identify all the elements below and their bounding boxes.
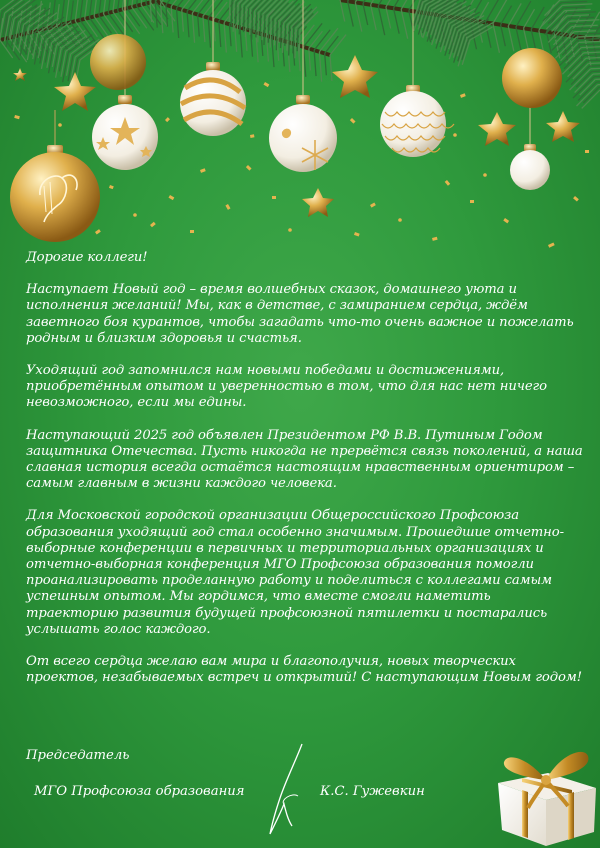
fir-needle <box>80 0 84 20</box>
fir-needle <box>272 19 273 41</box>
fir-needle <box>287 25 288 51</box>
fir-needle <box>592 70 600 71</box>
fir-needle <box>113 12 126 30</box>
fir-needle <box>56 48 62 77</box>
fir-needle <box>85 0 88 19</box>
fir-needle <box>575 74 593 92</box>
fir-needle <box>198 15 200 37</box>
letter-greeting: Дорогие коллеги! <box>26 250 148 265</box>
fir-needle <box>355 2 361 31</box>
fir-needle <box>394 8 400 33</box>
fir-needle <box>401 9 407 38</box>
fir-needle <box>187 11 189 37</box>
fir-needle <box>582 49 600 50</box>
fir-needle <box>595 78 600 79</box>
fir-needle <box>564 7 586 8</box>
fir-needle <box>281 22 282 48</box>
fir-needle <box>54 47 59 73</box>
fir-needle <box>591 67 600 68</box>
fir-needle <box>237 4 238 30</box>
fir-needle <box>254 11 255 33</box>
signature-name: К.С. Гужевкин <box>320 784 425 799</box>
fir-needle <box>279 21 280 43</box>
ornament-ball-gold-top-right <box>502 48 562 108</box>
fir-needle <box>75 0 78 21</box>
fir-needle <box>297 29 298 51</box>
ornament-ball-white-scales <box>380 0 454 157</box>
fir-needle <box>581 47 600 48</box>
fir-needle <box>304 47 306 77</box>
fir-needle <box>574 31 596 32</box>
letter-paragraph-5: От всего сердца желаю вам мира и благополучия, новых творческих проектов, незабываемых встреч и открытий! С наступающим Новым годом! <box>26 654 582 686</box>
fir-needle <box>578 82 596 100</box>
fir-needle <box>325 53 327 75</box>
fir-needle <box>566 12 596 13</box>
fir-needle <box>508 26 514 51</box>
fir-needle <box>568 58 586 76</box>
fir-needle <box>371 5 377 30</box>
fir-needle <box>214 2 228 19</box>
fir-needle <box>582 90 600 108</box>
fir-needle <box>508 3 521 26</box>
fir-needle <box>242 5 243 27</box>
fir-needle <box>272 37 274 67</box>
fir-needle <box>229 24 231 46</box>
fir-needle <box>176 8 178 38</box>
fir-needle <box>208 18 210 48</box>
fir-needle <box>579 41 600 42</box>
fir-needle <box>256 11 257 37</box>
fir-needle <box>214 19 216 41</box>
fir-needle <box>224 23 226 53</box>
fir-needle <box>68 56 73 82</box>
fir-needle <box>299 30 300 56</box>
fir-needle <box>571 23 593 24</box>
fir-needle <box>309 31 323 48</box>
fir-needle <box>250 9 251 35</box>
fir-needle <box>285 24 286 46</box>
fir-needle <box>314 50 316 76</box>
ornament-ball-large-gold <box>10 110 100 242</box>
fir-needle <box>586 57 600 58</box>
fir-needle <box>543 3 561 21</box>
fir-needle <box>264 15 265 45</box>
fir-needle <box>231 1 232 27</box>
fir-needle <box>309 49 311 71</box>
fir-needle <box>63 53 69 82</box>
fir-needle <box>340 0 345 21</box>
fir-needle <box>567 15 589 16</box>
letter-paragraph-4: Для Московской городской организации Общероссийского Профсоюза образования уходящий год стал особенно значимым. Прошедшие отчетно-выборные конференции в первичных и территориальных организациях и отчетно-выборная конференция МГО Профсоюза образования помогли проанализировать проделанную работу и поделиться с коллегами самым успешным опытом. Мы гордимся, что вместе смогли наметить траекторию развития будущей профсоюзной пятилетки и постарались услышать голос каждого. <box>26 508 564 637</box>
fir-needle <box>192 13 194 43</box>
fir-needle <box>260 13 261 35</box>
fir-needle <box>291 26 292 48</box>
fir-needle <box>248 8 249 30</box>
fir-needle <box>274 19 275 45</box>
fir-needle <box>262 14 263 40</box>
letter-paragraph-3: Наступающий 2025 год объявлен Президентом РФ В.В. Путиным Годом защитника Отечества. Пусть никогда не прервётся связь поколений, а наша славная история всегда остаётся настоящим нравственным ориентиром – самым главным в жизни каждого человека. <box>26 427 583 492</box>
fir-needle <box>330 35 346 55</box>
fir-needle <box>386 7 391 28</box>
fir-needle <box>501 25 506 46</box>
signature-organization: МГО Профсоюза образования <box>34 784 245 799</box>
fir-needle <box>268 17 269 43</box>
fir-needle <box>493 24 499 53</box>
gift-box-icon <box>488 728 600 848</box>
fir-needle <box>493 0 508 24</box>
fir-needle <box>584 52 600 53</box>
fir-needle <box>182 10 184 32</box>
fir-needle <box>289 26 290 56</box>
fir-needle <box>252 10 253 40</box>
fir-needle <box>66 0 70 24</box>
fir-needle <box>52 27 73 43</box>
fir-needle <box>363 4 368 25</box>
fir-needle <box>244 6 245 32</box>
fir-needle <box>561 1 587 2</box>
fir-needle <box>71 1 74 23</box>
fir-needle <box>235 26 237 52</box>
fir-needle <box>568 17 594 18</box>
fir-needle <box>561 42 579 60</box>
signature-title: Председатель <box>26 748 130 763</box>
fir-needle <box>219 21 221 47</box>
fir-needle <box>594 75 600 76</box>
fir-needle <box>99 15 112 33</box>
fir-needle <box>585 55 600 56</box>
fir-needle <box>240 28 242 58</box>
letter-body <box>26 250 586 702</box>
fir-needle <box>596 81 600 82</box>
fir-needle <box>580 44 600 45</box>
fir-needle <box>593 73 600 74</box>
fir-needle <box>319 52 321 82</box>
fir-needle <box>348 1 354 26</box>
fir-needle <box>378 6 384 35</box>
fir-needle <box>203 16 205 42</box>
fir-needle <box>258 12 259 42</box>
fir-needle <box>235 3 236 25</box>
fir-needle <box>298 25 314 45</box>
fir-needle <box>127 8 140 26</box>
fir-needle <box>565 9 591 10</box>
fir-needle <box>293 27 294 53</box>
fir-needle <box>266 16 267 38</box>
fir-needle <box>229 0 230 22</box>
fir-needle <box>41 39 47 68</box>
fir-needle <box>571 66 589 84</box>
letter-paragraph-2: Уходящий год запомнился нам новыми победами и достижениями, приобретённым опытом и уверенностью в том, что для нас нет ничего невозможного, если мы едины. <box>26 363 547 411</box>
fir-needle <box>330 55 332 81</box>
fir-needle <box>171 6 173 32</box>
fir-needle <box>85 19 98 37</box>
ornament-ball-gold-top-left <box>90 34 146 90</box>
fir-needle <box>325 36 339 53</box>
letter-paragraph-1: Наступает Новый год – время волшебных сказок, домашнего уюта и исполнения желаний! Мы, как в детстве, с замиранием сердца, ждём заветного боя курантов, чтобы загадать что-то очень важное и пожелать родным и близким здоровья и счастья. <box>26 282 574 346</box>
fir-needle <box>524 28 529 49</box>
fir-needle <box>314 30 330 50</box>
fir-needle <box>562 4 592 5</box>
fir-needle <box>73 40 94 56</box>
fir-needle <box>573 28 600 29</box>
fir-needle <box>61 0 64 25</box>
fir-needle <box>516 1 531 27</box>
fir-needle <box>12 20 17 46</box>
fir-needle <box>61 51 66 77</box>
fir-needle <box>71 22 84 40</box>
handwritten-signature-icon <box>262 740 312 840</box>
fir-needle <box>155 2 157 28</box>
